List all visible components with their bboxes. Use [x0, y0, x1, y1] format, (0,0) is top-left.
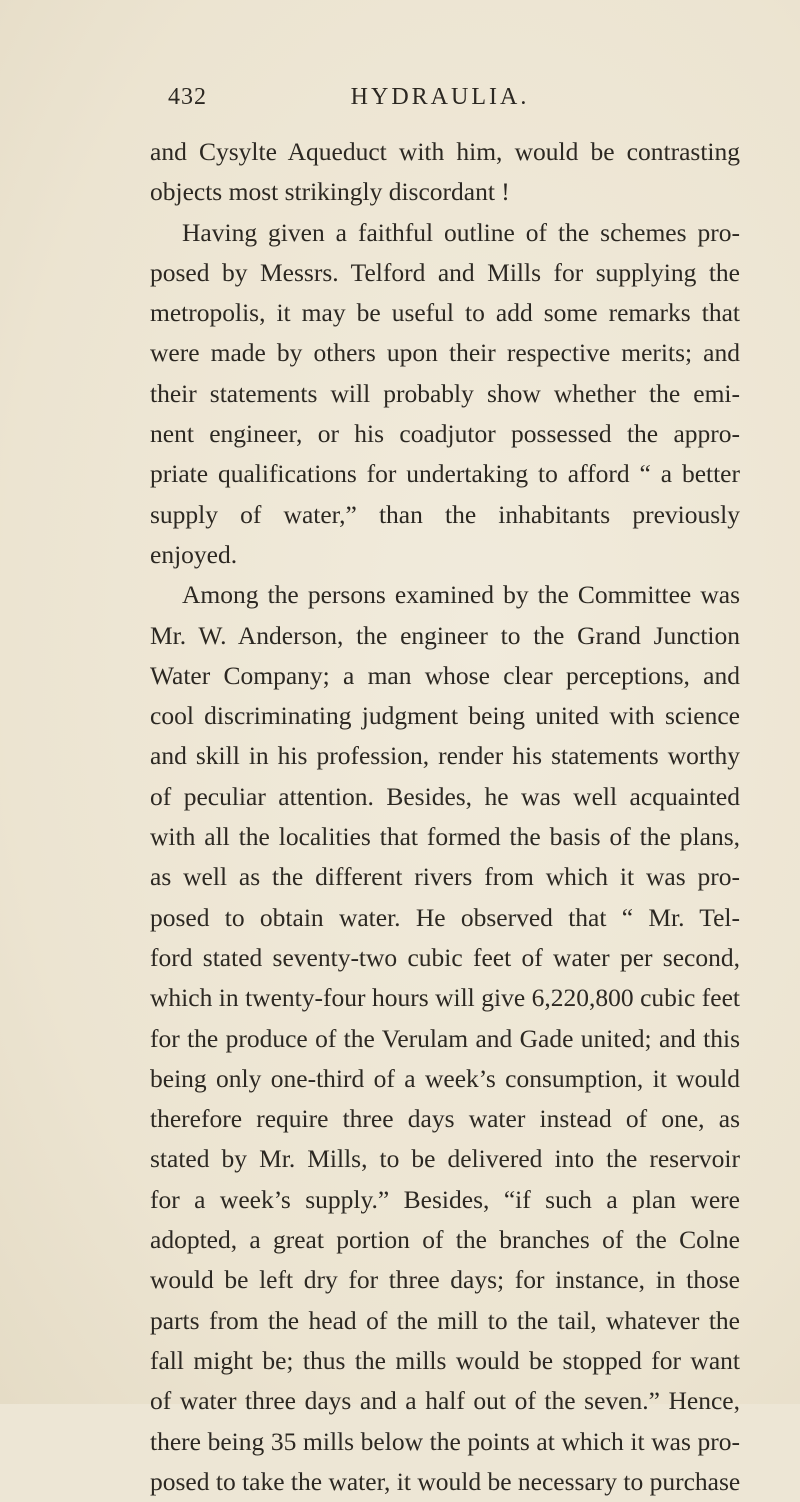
text-line: would be left dry for three days; for instance, in those [150, 1265, 740, 1295]
text-line: Water Company; a man whose clear perceptions, and [150, 660, 740, 690]
text-line: objects most strikingly discordant ! [150, 177, 510, 207]
text-line: and skill in his profession, render his statements worthy [150, 741, 740, 771]
text-line: were made by others upon their respective merits; and [150, 338, 740, 368]
text-line: for a week’s supply.” Besides, “if such a plan were [150, 1184, 740, 1214]
text-line: being only one-third of a week’s consumption, it would [150, 1063, 740, 1093]
text-line: metropolis, it may be useful to add some remarks that [150, 298, 740, 328]
text-line: therefore require three days water instead of one, as [150, 1104, 740, 1134]
text-line: with all the localities that formed the basis of the plans, [150, 822, 740, 852]
text-line: fall might be; thus the mills would be stopped for want [150, 1345, 740, 1375]
body-text [150, 132, 740, 1502]
page-number: 432 [168, 84, 207, 110]
text-line: enjoyed. [150, 539, 238, 569]
text-line: Mr. W. Anderson, the engineer to the Grand Junction [150, 620, 740, 650]
text-line: cool discriminating judgment being united with science [150, 701, 740, 731]
text-line: as well as the different rivers from which it was pro- [150, 862, 740, 892]
text-line: ford stated seventy-two cubic feet of water per second, [150, 942, 740, 972]
text-line: parts from the head of the mill to the tail, whatever the [150, 1305, 740, 1335]
text-line: their statements will probably show whether the emi- [150, 378, 740, 408]
text-line: posed to take the water, it would be necessary to purchase [150, 1466, 741, 1496]
page-header [140, 84, 740, 120]
text-line: for the produce of the Verulam and Gade united; and this [150, 1023, 740, 1053]
text-line: priate qualifications for undertaking to afford “ a better [150, 459, 740, 489]
text-line: nent engineer, or his coadjutor possessed the appro- [150, 419, 740, 449]
running-title: HYDRAULIA. [350, 84, 530, 110]
text-line: Among the persons examined by the Committee was [182, 580, 740, 610]
text-line: and Cysylte Aqueduct with him, would be contrasting [150, 137, 740, 166]
text-line: adopted, a great portion of the branches of the Colne [150, 1225, 740, 1255]
text-line: posed by Messrs. Telford and Mills for supplying the [150, 257, 740, 287]
text-line: which in twenty-four hours will give 6,220,800 cubic feet [150, 983, 740, 1013]
text-line: posed to obtain water. He observed that “ Mr. Tel- [150, 902, 740, 932]
text-line: there being 35 mills below the points at which it was pro- [150, 1426, 740, 1456]
text-line: Having given a faithful outline of the schemes pro- [182, 217, 740, 247]
text-line: stated by Mr. Mills, to be delivered into the reservoir [150, 1144, 740, 1174]
text-line: supply of water,” than the inhabitants previously [150, 499, 740, 529]
text-line: of peculiar attention. Besides, he was well acquainted [150, 781, 740, 811]
text-line: of water three days and a half out of the seven.” Hence, [150, 1386, 740, 1416]
